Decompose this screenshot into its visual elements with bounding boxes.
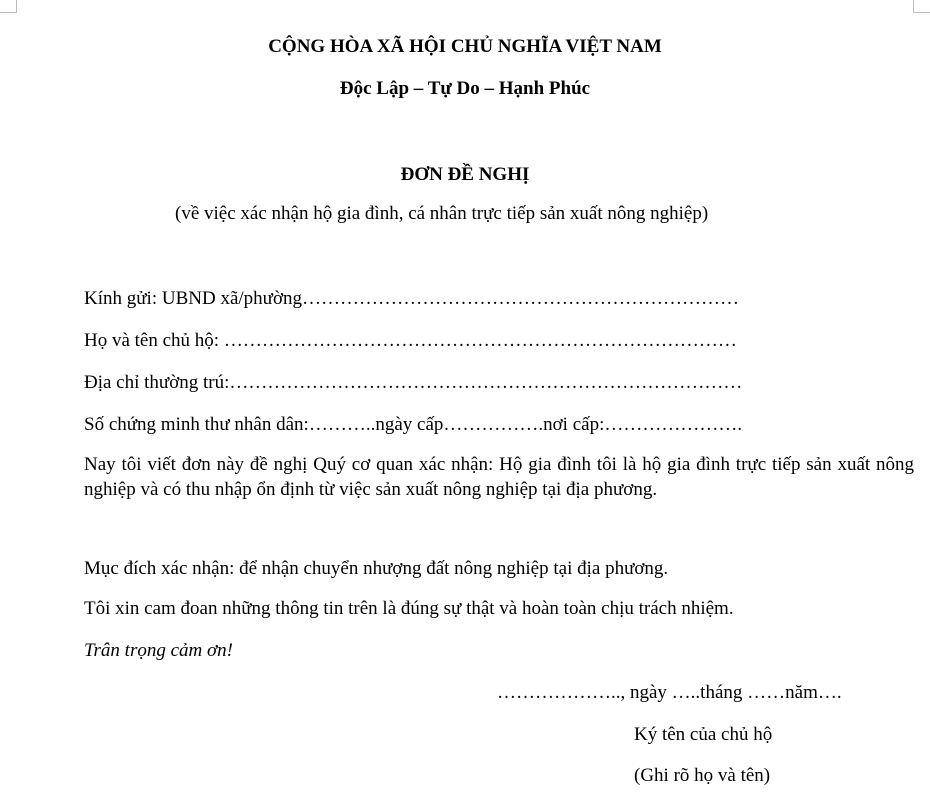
motto: Độc Lập – Tự Do – Hạnh Phúc	[339, 78, 591, 99]
document-subtitle: (về việc xác nhận hộ gia đình, cá nhân trực tiếp sản xuất nông nghiệp)	[175, 203, 709, 224]
request-paragraph: Nay tôi viết đơn này đề nghị Quý cơ quan xác nhận: Hộ gia đình tôi là hộ gia đình trực tiếp sản xuất nông nghiệp và có thu nhập ổn định từ việc sản xuất nông nghiệp tại địa phương.	[84, 454, 914, 500]
date-line: ……………….., ngày …..tháng ……năm….	[497, 682, 842, 703]
commitment-paragraph: Tôi xin cam đoan những thông tin trên là đúng sự thật và hoàn toàn chịu trách nhiệm.	[84, 598, 734, 619]
page-corner-mark-right	[913, 0, 930, 13]
address-field: Địa chỉ thường trú:………………………………………………………………………	[84, 372, 743, 393]
recipient-field: Kính gửi: UBND xã/phường……………………………………………………………	[84, 288, 739, 309]
page-corner-mark-left	[0, 0, 17, 13]
document-title: ĐƠN ĐỀ NGHỊ	[400, 164, 530, 185]
purpose-paragraph: Mục đích xác nhận: để nhận chuyển nhượng đất nông nghiệp tại địa phương.	[84, 558, 669, 579]
full-name-field: Họ và tên chủ hộ: ………………………………………………………………………	[84, 330, 737, 351]
id-card-field: Số chứng minh thư nhân dân:………..ngày cấp…………….nơi cấp:………………….	[84, 414, 743, 435]
thanks-line: Trân trọng cảm ơn!	[84, 640, 233, 661]
name-note: (Ghi rõ họ và tên)	[634, 765, 771, 786]
signature-label: Ký tên của chủ hộ	[634, 724, 773, 745]
country-header: CỘNG HÒA XÃ HỘI CHỦ NGHĨA VIỆT NAM	[268, 36, 662, 57]
